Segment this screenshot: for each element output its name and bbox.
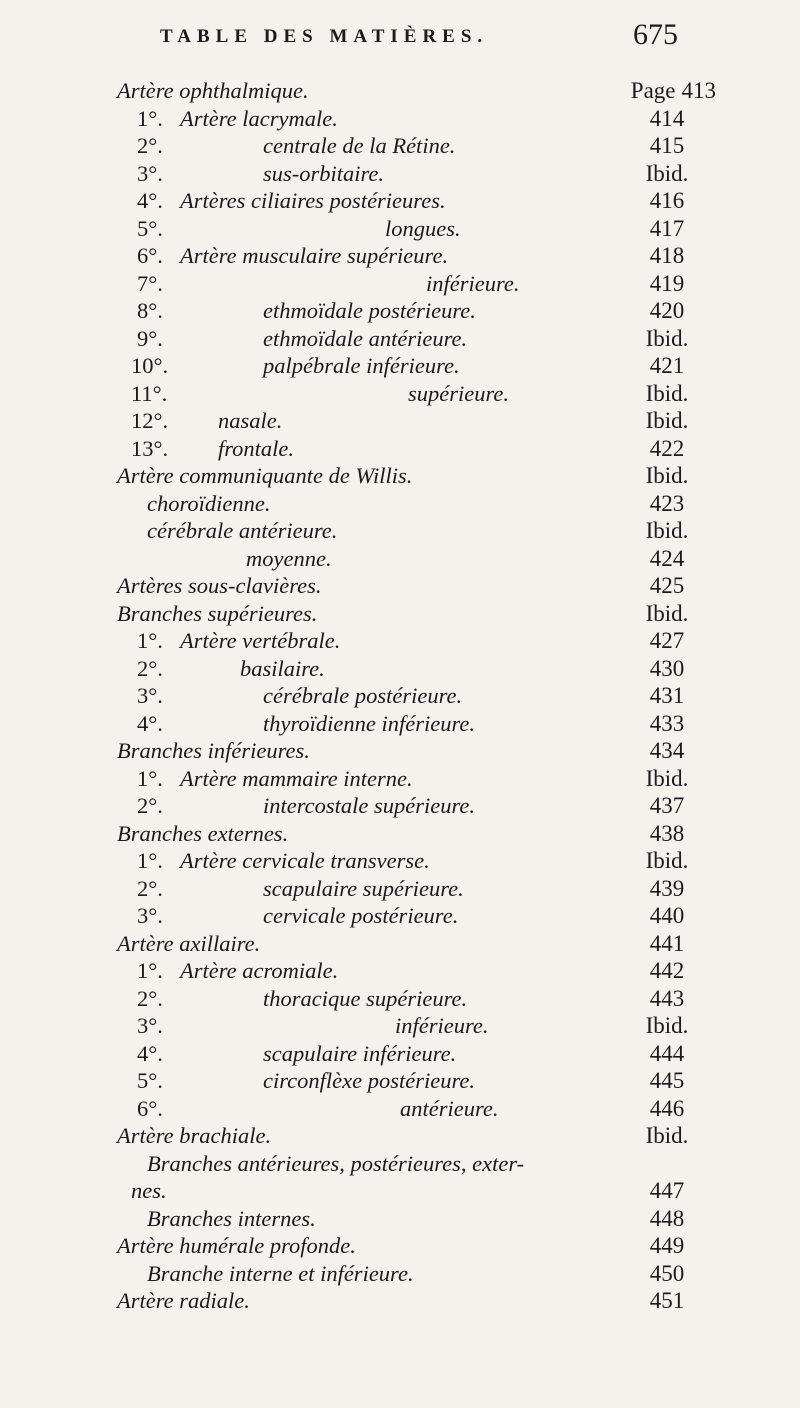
entry-text: supérieure. bbox=[408, 380, 510, 406]
toc-entry bbox=[0, 1232, 800, 1260]
entry-page: 417 bbox=[649, 215, 685, 241]
entry-page: 439 bbox=[649, 875, 685, 901]
entry-page: 445 bbox=[649, 1068, 685, 1093]
toc-entry-continuation bbox=[0, 1177, 800, 1205]
entry-text: Branches externes. bbox=[117, 820, 289, 846]
page-number: 675 bbox=[633, 18, 678, 51]
entry-text: Artère vertébrale. bbox=[180, 628, 341, 653]
toc-entry bbox=[0, 930, 800, 958]
entry-page: 430 bbox=[649, 655, 685, 681]
toc-entry bbox=[0, 242, 800, 270]
entry-page: 427 bbox=[649, 628, 685, 653]
entry-text: antérieure. bbox=[400, 1095, 499, 1121]
toc-entry bbox=[0, 1012, 800, 1040]
entry-page: Ibid. bbox=[645, 380, 689, 406]
toc-entry bbox=[0, 77, 800, 105]
entry-text: scapulaire supérieure. bbox=[263, 875, 464, 901]
entry-text: inférieure. bbox=[426, 270, 520, 296]
entry-text: cérébrale antérieure. bbox=[147, 518, 338, 543]
entry-page: Ibid. bbox=[645, 1123, 689, 1148]
toc-entry bbox=[0, 600, 800, 628]
entry-page: Ibid. bbox=[645, 1013, 689, 1038]
entry-text: Artère communiquante de Willis. bbox=[117, 463, 413, 488]
entry-page: 416 bbox=[649, 188, 685, 213]
entry-number: 3°. bbox=[137, 160, 163, 186]
entry-page bbox=[566, 77, 716, 105]
entry-number: 1°. bbox=[137, 628, 163, 653]
entry-page-number: 413 bbox=[681, 78, 716, 103]
entry-text: sus-orbitaire. bbox=[263, 160, 385, 186]
toc-entry bbox=[0, 957, 800, 985]
entry-page: Ibid. bbox=[645, 765, 689, 791]
page-header bbox=[0, 0, 800, 60]
entry-page: 451 bbox=[649, 1288, 685, 1313]
entry-text: palpébrale inférieure. bbox=[263, 353, 460, 378]
entry-page: 443 bbox=[649, 985, 685, 1011]
entry-page: 437 bbox=[649, 793, 685, 818]
entry-text: Branche interne et inférieure. bbox=[147, 1260, 414, 1286]
entry-page: Ibid. bbox=[645, 160, 689, 186]
toc-entry bbox=[0, 270, 800, 298]
entry-text: Branches supérieures. bbox=[117, 600, 318, 626]
entry-page: 415 bbox=[649, 133, 685, 158]
entry-number: 13°. bbox=[131, 435, 169, 461]
toc-entry bbox=[0, 682, 800, 710]
entry-text: basilaire. bbox=[240, 655, 325, 681]
toc-entry bbox=[0, 545, 800, 573]
toc-entry bbox=[0, 105, 800, 133]
entry-number: 4°. bbox=[137, 188, 163, 213]
entry-text: ethmoïdale antérieure. bbox=[263, 325, 468, 351]
toc-entry bbox=[0, 1287, 800, 1315]
entry-text: nasale. bbox=[218, 408, 283, 433]
entry-number: 1°. bbox=[137, 105, 163, 131]
entry-text: Branches inférieures. bbox=[117, 738, 310, 763]
toc-entry bbox=[0, 710, 800, 738]
table-of-contents bbox=[0, 77, 800, 1315]
entry-text: Branches antérieures, postérieures, exter- bbox=[147, 1150, 525, 1176]
entry-number: 1°. bbox=[137, 958, 163, 983]
entry-text: frontale. bbox=[218, 435, 295, 461]
toc-entry bbox=[0, 352, 800, 380]
entry-page: Ibid. bbox=[645, 600, 689, 626]
entry-number: 11°. bbox=[131, 380, 168, 406]
entry-page: 440 bbox=[649, 903, 685, 928]
entry-number: 5°. bbox=[137, 1068, 163, 1093]
entry-page: 447 bbox=[649, 1178, 685, 1203]
toc-entry bbox=[0, 875, 800, 903]
entry-page: 441 bbox=[649, 930, 685, 956]
entry-number: 10°. bbox=[131, 353, 169, 378]
entry-page: 449 bbox=[649, 1233, 685, 1258]
entry-page: 450 bbox=[649, 1260, 685, 1286]
toc-entry bbox=[0, 1122, 800, 1150]
entry-number: 3°. bbox=[137, 683, 163, 708]
toc-entry bbox=[0, 517, 800, 545]
toc-entry bbox=[0, 325, 800, 353]
toc-entry bbox=[0, 737, 800, 765]
toc-entry bbox=[0, 160, 800, 188]
entry-number: 8°. bbox=[137, 298, 163, 323]
entry-number: 6°. bbox=[137, 1095, 163, 1121]
entry-text: cervicale postérieure. bbox=[263, 903, 459, 928]
entry-text: moyenne. bbox=[246, 545, 332, 571]
entry-page: 422 bbox=[649, 435, 685, 461]
entry-number: 5°. bbox=[137, 215, 163, 241]
entry-text: Artère axillaire. bbox=[117, 930, 261, 956]
entry-text: Artères sous-clavières. bbox=[117, 573, 322, 598]
entry-text: Artère ophthalmique. bbox=[117, 78, 309, 103]
entry-text: Artère mammaire interne. bbox=[180, 765, 413, 791]
entry-number: 4°. bbox=[137, 1040, 163, 1066]
entry-text: Artère lacrymale. bbox=[180, 105, 338, 131]
entry-text: Artère brachiale. bbox=[117, 1123, 272, 1148]
toc-entry bbox=[0, 407, 800, 435]
entry-number: 7°. bbox=[137, 270, 163, 296]
toc-entry bbox=[0, 1040, 800, 1068]
entry-number: 2°. bbox=[137, 793, 163, 818]
toc-entry bbox=[0, 985, 800, 1013]
entry-page: 446 bbox=[649, 1095, 685, 1121]
entry-page: 425 bbox=[649, 573, 685, 598]
toc-entry bbox=[0, 435, 800, 463]
entry-text: inférieure. bbox=[395, 1013, 489, 1038]
entry-number: 12°. bbox=[131, 408, 169, 433]
entry-page: 421 bbox=[649, 353, 685, 378]
entry-page: 433 bbox=[649, 710, 685, 736]
entry-page: 419 bbox=[649, 270, 685, 296]
entry-text: nes. bbox=[131, 1178, 167, 1203]
entry-number: 3°. bbox=[137, 1013, 163, 1038]
toc-entry bbox=[0, 1205, 800, 1233]
toc-entry bbox=[0, 792, 800, 820]
entry-page: 420 bbox=[649, 298, 685, 323]
entry-text: Artères ciliaires postérieures. bbox=[180, 188, 446, 213]
entry-page: 424 bbox=[649, 545, 685, 571]
entry-text: intercostale supérieure. bbox=[263, 793, 476, 818]
toc-entry bbox=[0, 1095, 800, 1123]
toc-entry bbox=[0, 572, 800, 600]
entry-page: 444 bbox=[649, 1040, 685, 1066]
entry-text: circonflèxe postérieure. bbox=[263, 1068, 476, 1093]
entry-page: Ibid. bbox=[645, 463, 689, 488]
toc-entry bbox=[0, 1150, 800, 1178]
entry-text: cérébrale postérieure. bbox=[263, 683, 463, 708]
entry-text: thyroïdienne inférieure. bbox=[263, 710, 476, 736]
toc-entry bbox=[0, 820, 800, 848]
entry-number: 2°. bbox=[137, 875, 163, 901]
entry-page: 442 bbox=[649, 958, 685, 983]
entry-text: choroïdienne. bbox=[147, 490, 271, 516]
entry-text: Artère humérale profonde. bbox=[117, 1233, 356, 1258]
entry-page: 438 bbox=[649, 820, 685, 846]
entry-number: 9°. bbox=[137, 325, 163, 351]
toc-entry bbox=[0, 1260, 800, 1288]
entry-number: 1°. bbox=[137, 848, 163, 873]
entry-text: Artère radiale. bbox=[117, 1288, 250, 1313]
entry-text: ethmoïdale postérieure. bbox=[263, 298, 476, 323]
entry-number: 2°. bbox=[137, 655, 163, 681]
entry-page: Ibid. bbox=[645, 325, 689, 351]
entry-number: 2°. bbox=[137, 133, 163, 158]
toc-entry bbox=[0, 132, 800, 160]
toc-entry bbox=[0, 462, 800, 490]
entry-page: Ibid. bbox=[645, 518, 689, 543]
toc-entry bbox=[0, 215, 800, 243]
toc-entry bbox=[0, 655, 800, 683]
entry-page: Ibid. bbox=[645, 408, 689, 433]
toc-entry bbox=[0, 490, 800, 518]
toc-entry bbox=[0, 847, 800, 875]
entry-number: 4°. bbox=[137, 710, 163, 736]
toc-entry bbox=[0, 902, 800, 930]
entry-page: 423 bbox=[649, 490, 685, 516]
toc-entry bbox=[0, 627, 800, 655]
entry-page: 434 bbox=[649, 738, 685, 763]
running-title: TABLE DES MATIÈRES. bbox=[160, 26, 489, 47]
entry-text: longues. bbox=[385, 215, 461, 241]
entry-page: Ibid. bbox=[645, 848, 689, 873]
toc-entry bbox=[0, 765, 800, 793]
entry-number: 1°. bbox=[137, 765, 163, 791]
page-label: Page bbox=[630, 78, 676, 103]
entry-text: Artère musculaire supérieure. bbox=[180, 243, 449, 268]
entry-number: 2°. bbox=[137, 985, 163, 1011]
toc-entry bbox=[0, 380, 800, 408]
entry-number: 6°. bbox=[137, 243, 163, 268]
entry-page: 418 bbox=[649, 243, 685, 268]
toc-entry bbox=[0, 187, 800, 215]
toc-entry bbox=[0, 1067, 800, 1095]
entry-text: thoracique supérieure. bbox=[263, 985, 468, 1011]
entry-text: centrale de la Rétine. bbox=[263, 133, 456, 158]
toc-entry bbox=[0, 297, 800, 325]
entry-number: 3°. bbox=[137, 903, 163, 928]
entry-text: Artère acromiale. bbox=[180, 958, 339, 983]
entry-text: scapulaire inférieure. bbox=[263, 1040, 457, 1066]
entry-text: Artère cervicale transverse. bbox=[180, 848, 430, 873]
entry-page: 431 bbox=[649, 683, 685, 708]
entry-page: 414 bbox=[649, 105, 685, 131]
entry-text: Branches internes. bbox=[147, 1205, 316, 1231]
entry-page: 448 bbox=[649, 1205, 685, 1231]
